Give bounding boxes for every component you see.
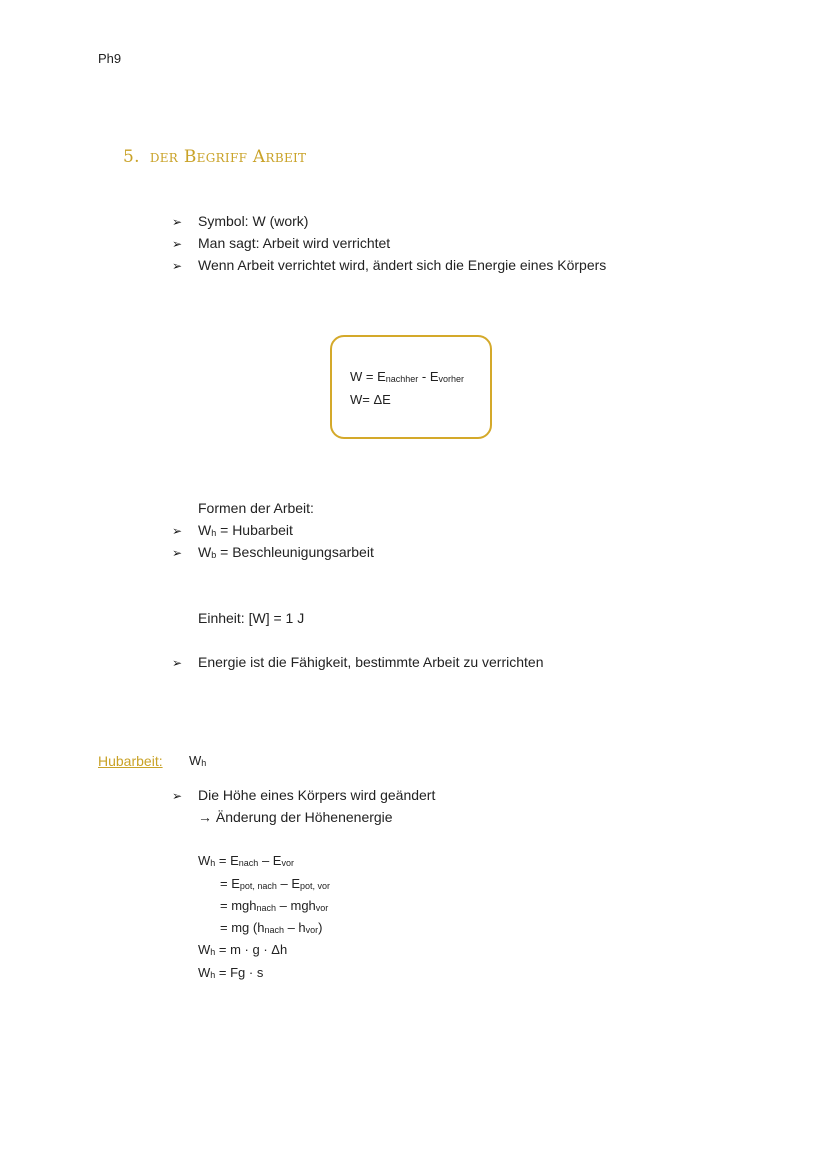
arrow-bullet-icon: ➢ <box>172 546 183 560</box>
bullet-item: ➢ Man sagt: Arbeit wird verrichtet <box>172 235 391 251</box>
equation-line: $W_h = E_{nach} - E_{vor}$ <box>198 853 294 868</box>
bullet-item: ➢ Symbol: W (work) <box>172 213 309 229</box>
consequence-line: → Änderung der Höhenenergie <box>198 809 393 825</box>
arrow-bullet-icon: ➢ <box>172 215 183 229</box>
arrow-bullet-icon: ➢ <box>172 656 183 670</box>
bullet-item: ➢ $W_h$ = Hubarbeit <box>172 522 293 538</box>
hubarbeit-label: Hubarbeit: <box>98 753 163 769</box>
unit-line: Einheit: [W] = 1 J <box>198 610 305 626</box>
bullet-item: ➢ Wenn Arbeit verrichtet wird, ändert sich die Energie eines Körpers <box>172 257 607 273</box>
formula-line: W= ΔE <box>350 392 391 407</box>
bullet-item: ➢ Die Höhe eines Körpers wird geändert <box>172 787 436 803</box>
arrow-bullet-icon: ➢ <box>172 789 183 803</box>
section-number: 5. <box>123 147 140 167</box>
formula-line: $W = E_{nachher} - E_{vorher}$ <box>350 369 465 384</box>
arrow-bullet-icon: ➢ <box>172 237 183 251</box>
forms-title: Formen der Arbeit: <box>198 500 314 516</box>
hubarbeit-symbol: $W_h$ <box>189 753 207 768</box>
equation-line: = mg $(h_{nach} - h_{vor})$ <box>220 920 323 935</box>
bullet-item: ➢ $W_b$ = Beschleunigungsarbeit <box>172 544 374 560</box>
equation-line: = $E_{pot, nach} - E_{pot, vor}$ <box>220 876 331 891</box>
bullet-item: ➢ Energie ist die Fähigkeit, bestimmte Arbeit zu verrichten <box>172 654 544 670</box>
section-heading <box>123 147 306 167</box>
section-title: der Begriff Arbeit <box>149 147 307 167</box>
formula-box <box>330 335 492 439</box>
equation-line: = mgh$_{nach}$ – mgh$_{vor}$ <box>220 898 329 913</box>
equation-line: $W_h = Fg \cdot s$ <box>198 965 264 980</box>
course-header: Ph9 <box>98 51 122 66</box>
equation-line: $W_h = m \cdot g \cdot \Delta h$ <box>198 942 288 957</box>
arrow-bullet-icon: ➢ <box>172 524 183 538</box>
arrow-bullet-icon: ➢ <box>172 259 183 273</box>
